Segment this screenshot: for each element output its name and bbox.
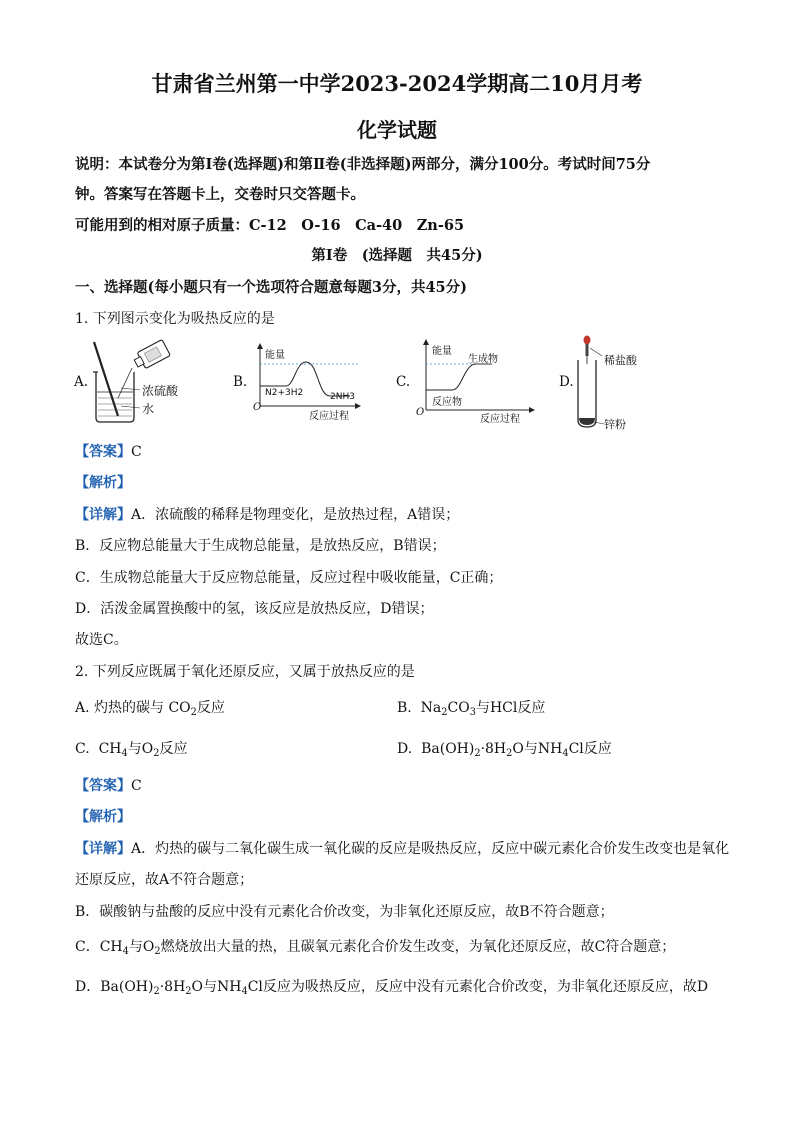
q2-detailD-tail: 反应为吸热反应，反应中没有元素化合价改变，为非氧化还原反应，故D [262,979,709,995]
q2-optB-letter: B. [397,700,412,716]
q2-detailC-letter: C． [75,939,100,955]
q1-answer: C [131,444,142,460]
q2-option-D [397,738,612,758]
q2-optD-letter: D. [397,741,413,757]
q2-optA-tail: 反应 [196,700,225,716]
q1-figC-origin: O [416,407,425,418]
q2-detail-tag: 【详解】 [75,841,131,857]
exam-note-line1: 说明：本试卷分为第Ⅰ卷(选择题)和第Ⅱ卷(非选择题)两部分，满分100分。考试时间75分 [75,156,651,173]
exam-note-line2: 钟。答案写在答题卡上，交卷时只交答题卡。 [75,186,365,203]
q2-optC-tail: 反应 [159,741,188,757]
q1-figD-acid-label: 稀盐酸 [604,354,637,367]
q2-detail-A1-line [75,838,729,858]
page-subtitle: 化学试题 [357,118,437,142]
q1-detail-D: D．活泼金属置换酸中的氢，该反应是放热反应，D错误； [75,601,434,617]
q1-figA-water-label: 水 [142,402,155,416]
q2-optC-letter: C. [75,741,90,757]
q2-detailC-mid: 与 [128,939,143,955]
q1-detail-tag: 【详解】 [75,507,131,523]
q2-detail-A1: A．灼热的碳与二氧化碳生成一氧化碳的反应是吸热反应，反应中碳元素化合价发生改变也是氧化 [131,841,730,857]
q1-figA-letter: A. [74,374,89,390]
q1-figC-reactant: 反应物 [432,397,462,408]
q2-optB-formula1: $Na_2CO_3$ [420,700,476,718]
q1-figD-letter: D. [559,374,574,390]
q2-answer: C [131,778,142,794]
q2-detail-B: B．碳酸钠与盐酸的反应中没有元素化合价改变，为非氧化还原反应，故B不符合题意； [75,904,614,920]
page-title: 甘肃省兰州第一中学2023-2024学期高二10月月考 [151,71,643,96]
q2-detailC-tail: 燃烧放出大量的热，且碳氧元素化合价发生改变，为氧化还原反应，故C符合题意； [160,939,676,955]
q2-optC-formula1: $CH_4$ [98,741,128,759]
q2-detailD-formula2: $NH_4Cl$ [217,979,263,997]
atomic-masses: 可能用到的相对原子质量：C-12 O-16 Ca-40 Zn-65 [75,217,465,234]
q1-analysis-tag: 【解析】 [75,475,131,491]
q2-detailD-mid: 与 [203,979,218,995]
q1-figB-reactant: N2+3H2 [265,388,304,398]
q1-detail-C: C．生成物总能量大于反应物总能量，反应过程中吸收能量，C正确； [75,570,503,586]
q2-optB-tail: 反应 [517,700,546,716]
q2-optC-mid: 与 [127,741,142,757]
q2-optB-mid: 与 [475,700,490,716]
q1-figA-acid-label: 浓硫酸 [142,384,179,398]
q2-optC-formula2: $O_2$ [141,741,160,759]
q1-figB-letter: B. [233,374,248,390]
q1-answer-line [75,441,142,461]
q2-optD-mid: 与 [523,741,538,757]
section-heading: 一、选择题(每小题只有一个选项符合题意每题3分，共45分) [75,279,467,296]
q1-stem: 1. 下列图示变化为吸热反应的是 [75,311,275,327]
q2-stem: 2. 下列反应既属于氧化还原反应，又属于放热反应的是 [75,664,415,680]
q1-figC-letter: C. [396,374,411,390]
q2-option-A [75,697,225,717]
q2-detailC-formula2: $O_2$ [142,939,161,957]
q2-optB-formula2: HCl [489,700,518,716]
q2-analysis-tag: 【解析】 [75,809,131,825]
q2-detailD-letter: D． [75,979,101,995]
q2-optD-tail: 反应 [583,741,612,757]
q2-option-B [397,697,545,717]
q1-detail-A-line [75,504,459,524]
q1-figB-origin: O [253,402,262,413]
q1-figC-product: 生成物 [468,354,498,365]
q1-figB-x-label: 反应过程 [309,411,349,422]
q2-optA-formula: $CO_2$ [168,700,197,718]
q2-option-C [75,738,187,758]
q2-detail-C [75,936,675,956]
q1-figB-product: 2NH3 [330,392,355,402]
q2-optD-formula2: $NH_4Cl$ [537,741,584,759]
q2-detail-A2: 还原反应，故A不符合题意； [75,872,254,888]
part-heading: 第Ⅰ卷 (选择题 共45分) [311,247,483,264]
q2-detailD-formula1: $Ba(OH)_2\cdot 8H_2O$ [100,979,204,997]
q1-figB-y-label: 能量 [265,350,285,361]
q1-conclusion: 故选C。 [75,632,128,648]
q1-detail-A: A．浓硫酸的稀释是物理变化，是放热过程，A错误； [131,507,460,523]
q2-optD-formula1: $Ba(OH)_2\cdot 8H_2O$ [421,741,524,759]
q1-answer-tag: 【答案】 [75,444,131,460]
q1-detail-B: B．反应物总能量大于生成物总能量，是放热反应，B错误； [75,538,446,554]
q2-answer-tag: 【答案】 [75,778,131,794]
q1-figC-x-label: 反应过程 [480,414,520,425]
q1-figD-zinc-label: 锌粉 [604,418,626,431]
q2-detailC-formula1: $CH_4$ [99,939,129,957]
q1-figC-y-label: 能量 [432,346,452,357]
q2-answer-line [75,775,142,795]
q2-detail-D [75,976,708,996]
q2-optA-text: A. 灼热的碳与 [75,700,165,716]
